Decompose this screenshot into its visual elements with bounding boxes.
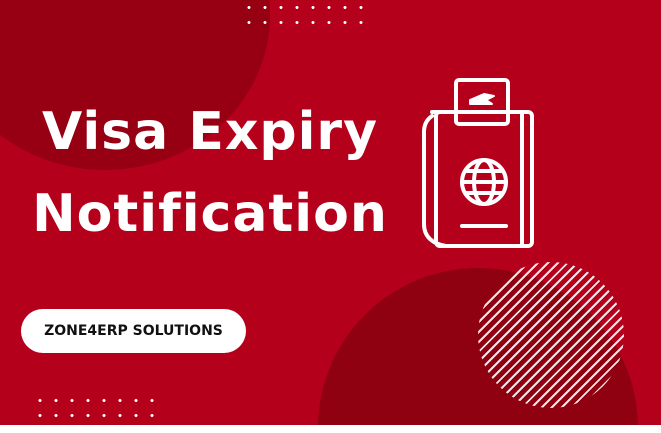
title-line-1: Visa Expiry [42, 102, 378, 162]
striped-circle-decoration [478, 262, 624, 408]
dot-grid-top [241, 0, 369, 30]
company-badge: ZONE4ERP SOLUTIONS [21, 309, 246, 353]
dot-grid-bottom [32, 393, 160, 423]
title-line-2: Notification [32, 184, 388, 244]
passport-icon [412, 76, 536, 250]
